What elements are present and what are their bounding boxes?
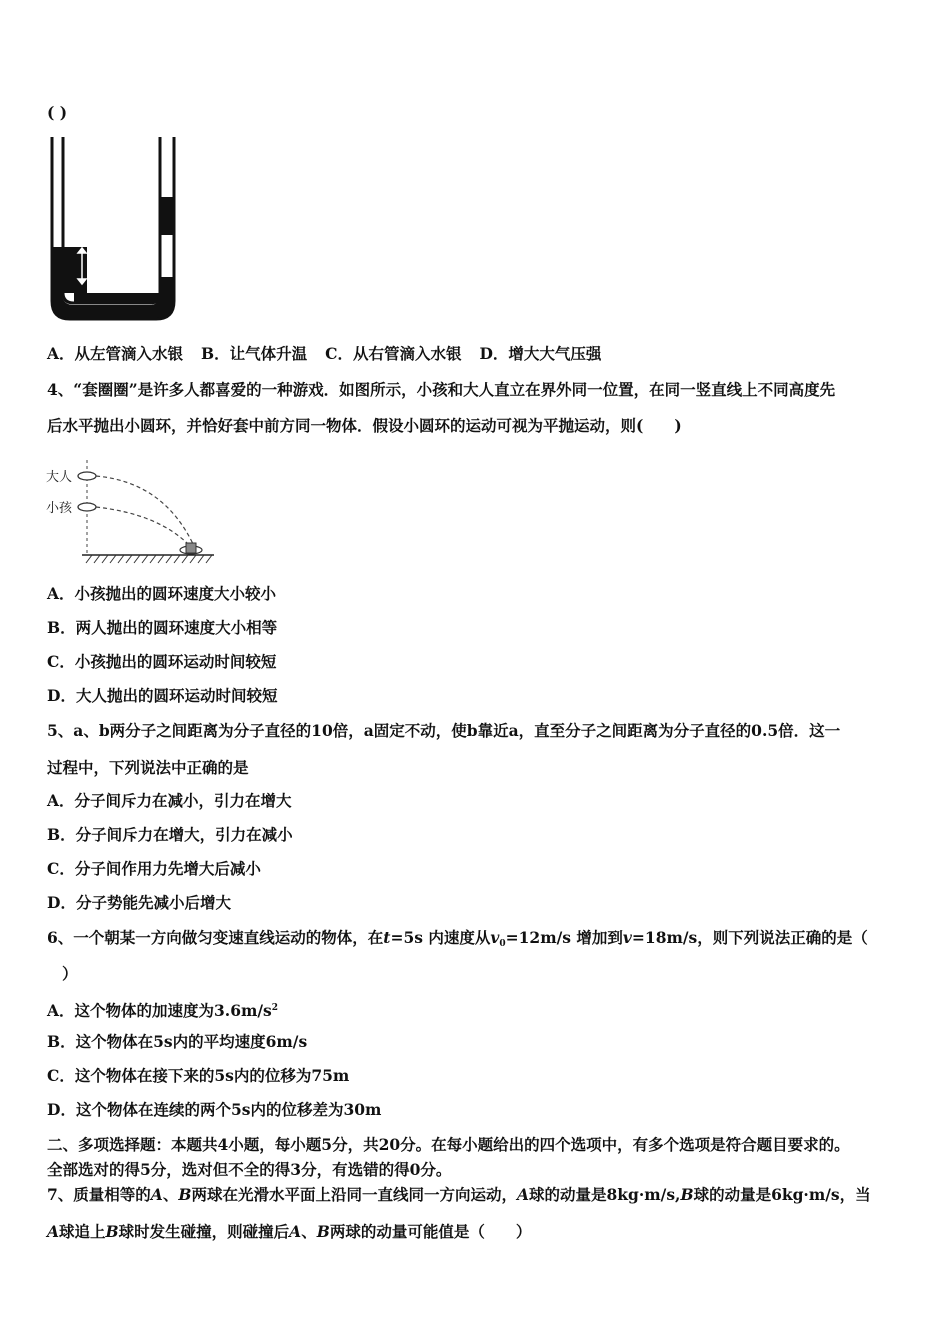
- q5-option-d[interactable]: D．分子势能先减小后增大: [47, 893, 231, 912]
- q7-var-b2: B: [680, 1185, 694, 1204]
- q4-option-d[interactable]: D．大人抛出的圆环运动时间较短: [47, 686, 278, 705]
- q4-option-c[interactable]: C．小孩抛出的圆环运动时间较短: [47, 652, 277, 671]
- target-object: [186, 543, 196, 553]
- q7-var-a3: A: [47, 1222, 60, 1241]
- q6-stem-text-c: =12m/s 增加到: [505, 928, 623, 947]
- child-trajectory: [96, 507, 190, 546]
- q7-var-b3: B: [105, 1222, 119, 1241]
- q4-option-a[interactable]: A．小孩抛出的圆环速度大小较小: [47, 584, 277, 603]
- q5-stem-line2: 过程中，下列说法中正确的是: [47, 758, 249, 777]
- ring-toss-figure: [44, 460, 219, 575]
- q6-var-v: v: [622, 928, 632, 947]
- q5-option-a[interactable]: A．分子间斥力在减小，引力在增大: [47, 791, 292, 810]
- q4-stem-line2: 后水平抛出小圆环，并恰好套中前方同一物体．假设小圆环的运动可视为平抛运动，则( ): [47, 416, 682, 435]
- mercury-bottom: [74, 293, 160, 303]
- q7-var-a: A: [150, 1185, 163, 1204]
- q7-var-b4: B: [316, 1222, 330, 1241]
- q3-option-d[interactable]: D．增大大气压强: [479, 344, 602, 363]
- q3-option-b[interactable]: B．让气体升温: [201, 344, 308, 363]
- q6-option-a[interactable]: [47, 998, 278, 1021]
- q5-option-b[interactable]: B．分子间斥力在增大，引力在减小: [47, 825, 293, 844]
- question-answer-paren: ( ): [47, 103, 68, 122]
- q6-option-a-text: A．这个物体的加速度为3.6m/s: [47, 1001, 272, 1020]
- q6-option-c[interactable]: C．这个物体在接下来的5s内的位移为75m: [47, 1066, 350, 1085]
- height-label: h: [90, 261, 99, 275]
- q7-sep: 、: [162, 1185, 179, 1204]
- mercury-right-lower: [160, 277, 173, 301]
- q3-options: [47, 344, 601, 364]
- q6-stem-text-b: =5s 内速度从: [390, 928, 491, 947]
- q6-option-d[interactable]: D．这个物体在连续的两个5s内的位移差为30m: [47, 1100, 382, 1119]
- q7-sep2: 、: [301, 1222, 317, 1241]
- q7-stem-line2: [47, 1222, 531, 1242]
- q6-option-b[interactable]: B．这个物体在5s内的平均速度6m/s: [47, 1032, 308, 1051]
- q6-stem-text-a: 6、一个朝某一方向做匀变速直线运动的物体，在: [47, 928, 384, 947]
- q7-text-g: 两球的动量可能值是（ ）: [329, 1222, 532, 1241]
- q3-option-c[interactable]: C．从右管滴入水银: [325, 344, 462, 363]
- q4-stem-line1: 4、“套圈圈”是许多人都喜爱的一种游戏．如图所示，小孩和大人直立在界外同一位置，在同一竖直线上不同高度先: [47, 380, 836, 399]
- q7-text-b: 两球在光滑水平面上沿同一直线同一方向运动，: [191, 1185, 517, 1204]
- q5-option-c[interactable]: C．分子间作用力先增大后减小: [47, 859, 261, 878]
- q6-var-t: t: [383, 928, 391, 947]
- q7-stem-line1: [47, 1185, 871, 1205]
- ground-hatch: [86, 555, 212, 563]
- label-child: 小孩: [46, 501, 73, 516]
- q6-stem-text-d: =18m/s，则下列说法正确的是（: [631, 928, 868, 947]
- q7-var-a2: A: [516, 1185, 529, 1204]
- q5-stem-line1: 5、a、b两分子之间距离为分子直径的10倍，a固定不动，使b靠近a，直至分子之间距离为分子直径的0.5倍．这一: [47, 721, 841, 740]
- q7-var-a4: A: [289, 1222, 302, 1241]
- section2-header-line2: 全部选对的得5分，选对但不全的得3分，有选错的得0分。: [47, 1160, 452, 1179]
- q6-stem-line1: [47, 928, 868, 954]
- adult-ring: [78, 472, 96, 480]
- q6-stem-line2: ）: [62, 964, 78, 983]
- q6-var-v0-sub: 0: [499, 939, 506, 949]
- q7-text-f: 球时发生碰撞，则碰撞后: [118, 1222, 290, 1241]
- section2-header-line1: 二、多项选择题：本题共4小题，每小题5分，共20分。在每小题给出的四个选项中，有多个选项是符合题目要求的。: [47, 1135, 850, 1154]
- label-adult: 大人: [46, 470, 73, 485]
- mercury-right-plug: [160, 197, 173, 235]
- q4-option-b[interactable]: B．两人抛出的圆环速度大小相等: [47, 618, 278, 637]
- q7-text-c: 球的动量是8kg·m/s,: [529, 1185, 681, 1204]
- u-tube-figure: [46, 135, 181, 325]
- q6-var-v0: v: [490, 928, 500, 947]
- q7-text-a: 7、质量相等的: [47, 1185, 151, 1204]
- q6-option-a-sup: 2: [271, 1003, 279, 1013]
- q3-option-a[interactable]: A．从左管滴入水银: [47, 344, 184, 363]
- q7-text-d: 球的动量是6kg·m/s，当: [693, 1185, 871, 1204]
- q7-text-e: 球追上: [59, 1222, 106, 1241]
- adult-trajectory: [96, 476, 194, 546]
- q7-var-b: B: [178, 1185, 192, 1204]
- child-ring: [78, 503, 96, 511]
